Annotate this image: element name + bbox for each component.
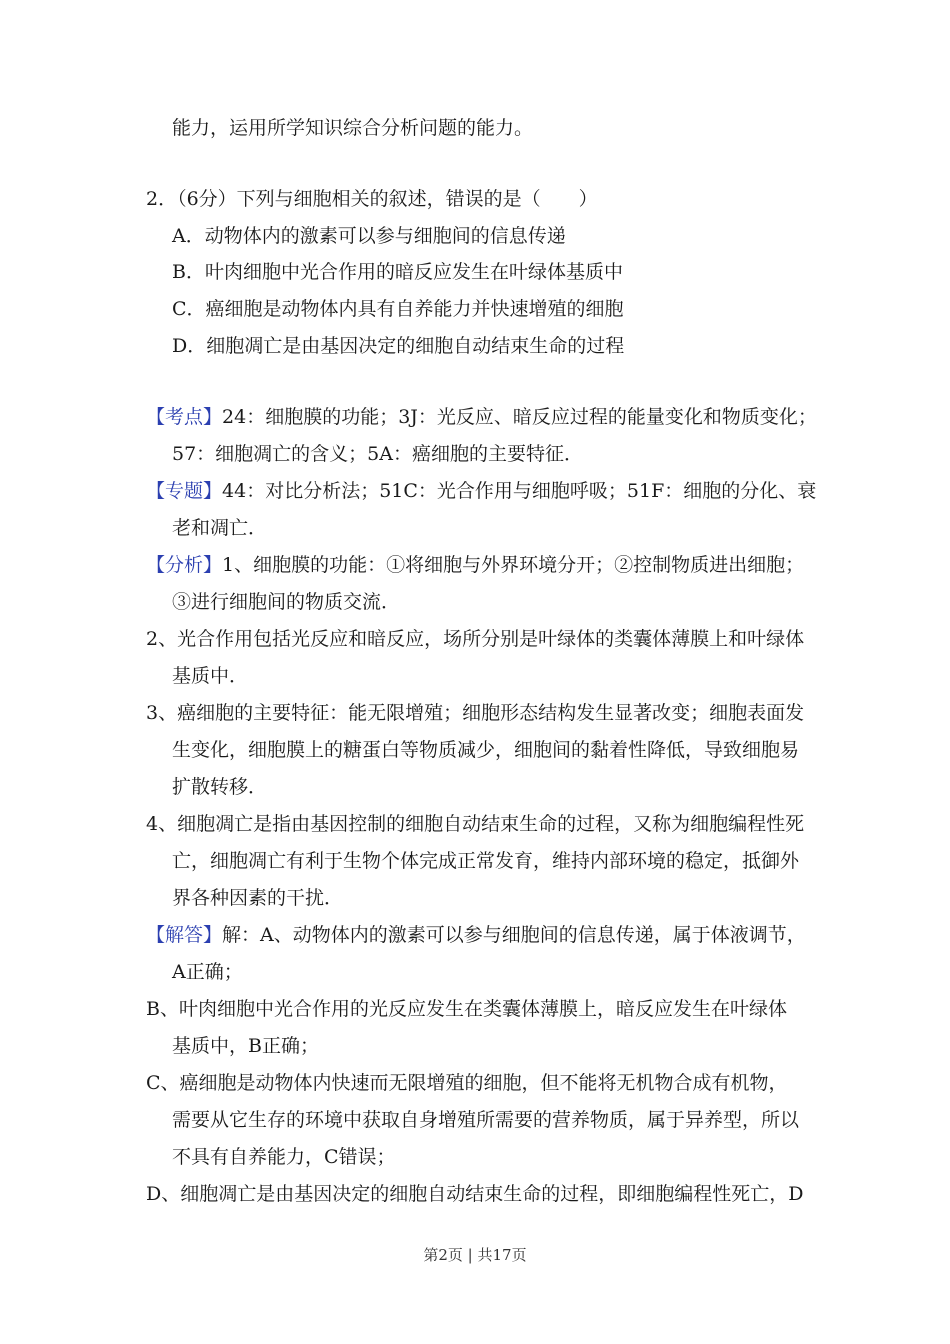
fenxi-p4-line-3: 界各种因素的干扰． — [172, 887, 344, 909]
fenxi-p2-line-1: 2、光合作用包括光反应和暗反应，场所分别是叶绿体的类囊体薄膜上和叶绿体 — [146, 628, 805, 650]
zhuanti-line-1 — [146, 478, 826, 504]
zhuanti-tag: 【专题】 — [146, 480, 223, 502]
fenxi-p3-line-2: 生变化，细胞膜上的糖蛋白等物质减少，细胞间的黏着性降低，导致细胞易 — [172, 739, 800, 761]
fenxi-p3-line-3: 扩散转移． — [172, 776, 268, 798]
zhuanti-text: 44：对比分析法；51C：光合作用与细胞呼吸；51F：细胞的分化、衰 — [222, 480, 817, 502]
option-c: C．癌细胞是动物体内具有自养能力并快速增殖的细胞 — [172, 298, 624, 320]
jieda-text: 解：A、动物体内的激素可以参与细胞间的信息传递，属于体液调节， — [222, 924, 806, 946]
jieda-tag: 【解答】 — [146, 924, 223, 946]
option-a: A．动物体内的激素可以参与细胞间的信息传递 — [172, 225, 566, 247]
jieda-a-line-2: A正确； — [172, 961, 243, 983]
fenxi-text: 1、细胞膜的功能：①将细胞与外界环境分开；②控制物质进出细胞； — [222, 554, 805, 576]
jieda-b-line-2: 基质中，B正确； — [172, 1035, 319, 1057]
fenxi-p4-line-1: 4、细胞凋亡是指由基因控制的细胞自动结束生命的过程，又称为细胞编程性死 — [146, 813, 805, 835]
fenxi-line-1 — [146, 552, 826, 578]
page-footer: 第2页 | 共17页 — [423, 1246, 527, 1264]
jieda-c-line-1: C、癌细胞是动物体内快速而无限增殖的细胞，但不能将无机物合成有机物， — [146, 1072, 788, 1094]
jieda-line-1 — [146, 922, 826, 948]
jieda-d-line-1: D、细胞凋亡是由基因决定的细胞自动结束生命的过程，即细胞编程性死亡，D — [146, 1183, 804, 1205]
kaodian-line-1 — [146, 404, 826, 430]
question-stem: 2．（6分）下列与细胞相关的叙述，错误的是（ ） — [146, 188, 598, 210]
fenxi-p2-line-2: 基质中． — [172, 665, 249, 687]
fenxi-p4-line-2: 亡，细胞凋亡有利于生物个体完成正常发育，维持内部环境的稳定，抵御外 — [172, 850, 800, 872]
zhuanti-line-2: 老和凋亡． — [172, 517, 268, 539]
jieda-b-line-1: B、叶肉细胞中光合作用的光反应发生在类囊体薄膜上，暗反应发生在叶绿体 — [146, 998, 787, 1020]
intro-tail-text: 能力，运用所学知识综合分析问题的能力。 — [172, 117, 534, 139]
kaodian-line-2: 57：细胞凋亡的含义；5A：癌细胞的主要特征． — [172, 443, 583, 465]
jieda-c-line-3: 不具有自养能力，C错误； — [172, 1146, 396, 1168]
option-d: D．细胞凋亡是由基因决定的细胞自动结束生命的过程 — [172, 335, 625, 357]
option-b: B．叶肉细胞中光合作用的暗反应发生在叶绿体基质中 — [172, 261, 623, 283]
fenxi-p3-line-1: 3、癌细胞的主要特征：能无限增殖；细胞形态结构发生显著改变；细胞表面发 — [146, 702, 805, 724]
jieda-c-line-2: 需要从它生存的环境中获取自身增殖所需要的营养物质，属于异养型，所以 — [172, 1109, 800, 1131]
fenxi-line-2: ③进行细胞间的物质交流． — [172, 591, 401, 613]
kaodian-text: 24：细胞膜的功能；3J：光反应、暗反应过程的能量变化和物质变化； — [222, 406, 817, 428]
kaodian-tag: 【考点】 — [146, 406, 223, 428]
fenxi-tag: 【分析】 — [146, 554, 223, 576]
